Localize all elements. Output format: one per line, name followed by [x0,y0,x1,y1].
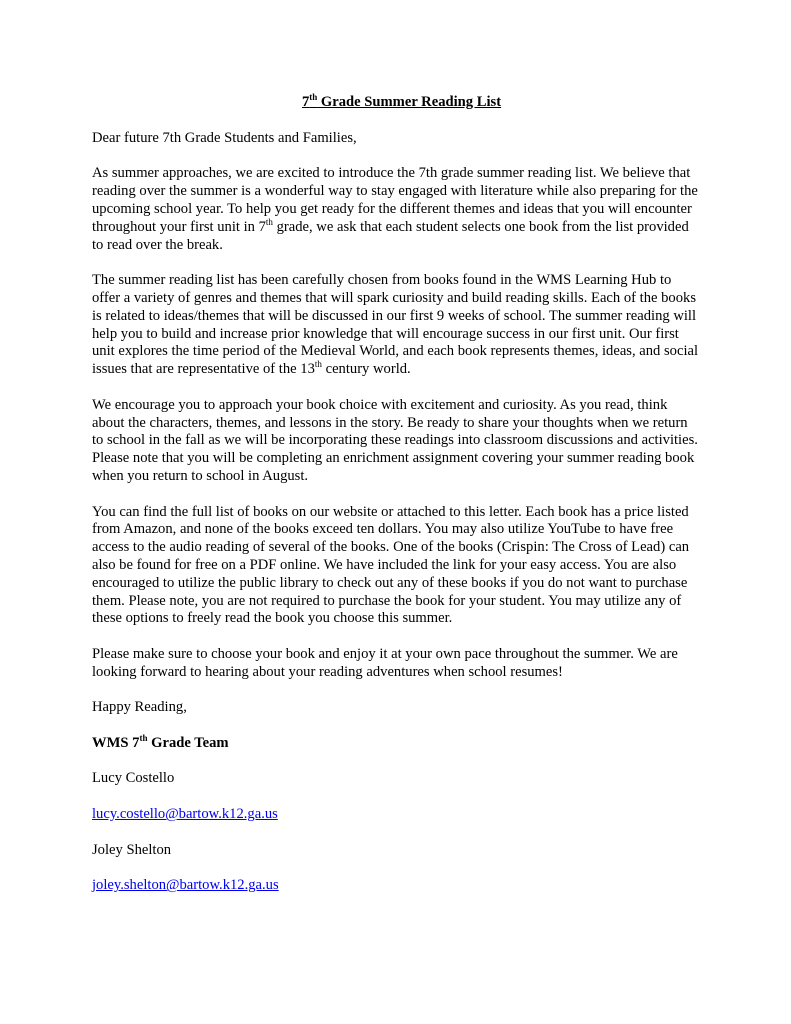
paragraph-intro-text: As summer approaches, we are excited to introduce the 7th grade summer reading list. We believe that reading over the summer is a wonderful way to stay engaged with literature while also preparing for the upcoming school year. To help you get ready for the different themes and ideas that you will encounter throughout your first unit in 7 [92,165,698,235]
email-link[interactable]: lucy.costello@bartow.k12.ga.us [92,806,278,823]
paragraph-list-purpose-text-rest: century world. [321,361,411,378]
team-text-rest: Grade Team [147,734,229,751]
title-text-rest: Grade Summer Reading List [317,94,502,110]
team-signature [92,735,699,753]
paragraph-list-purpose-text: The summer reading list has been carefully chosen from books found in the WMS Learning Hub to offer a variety of genres and themes that will spark curiosity and build reading skills. Each of the books is related to ideas/themes that will be discussed in our first 9 weeks of school. The summer reading will help you to build and increase prior knowledge that will encourage success in our first unit. Our first unit explores the time period of the Medieval World, and each book represents themes, ideas, and social issues that are representative of the 13 [92,272,699,378]
paragraph-intro-superscript: th [265,216,273,227]
paragraph-list-purpose-superscript: th [314,359,322,370]
page-title [92,94,699,112]
paragraph-closing-note: Please make sure to choose your book and enjoy it at your own pace throughout the summer. We are looking forward to hearing about your reading adventures when school resumes! [92,645,678,680]
contact-name: Joley Shelton [92,841,172,858]
team-superscript: th [139,733,148,744]
paragraph-intro-text-rest: grade, we ask that each student selects one book from the list provided to read over the break. [92,218,689,253]
paragraph-resources: You can find the full list of books on our website or attached to this letter. Each book has a price listed from Amazon, and none of the books exceed ten dollars. You may also utilize YouTube to have free access to the audio reading of several of the books. One of the books (Crispin: The Cross of Lead) can also be found for free on a PDF online. We have included the link for your easy access. You are also encouraged to utilize the public library to check out any of these books if you do not want to purchase them. Please note, you are not required to purchase the book for your student. You may utilize any of these options to freely read the book you choose this summer. [92,503,690,627]
paragraph-intro [92,165,699,254]
title-text: 7 [301,94,310,110]
title-superscript: th [309,92,318,103]
paragraph-list-purpose [92,272,699,379]
team-text: WMS 7 [92,734,140,751]
greeting: Dear future 7th Grade Students and Families, [92,129,357,146]
email-link[interactable]: joley.shelton@bartow.k12.ga.us [92,877,279,894]
contact-email [92,877,699,895]
closing-salutation: Happy Reading, [92,699,187,716]
contact-name: Lucy Costello [92,770,175,787]
contact-email [92,806,699,824]
paragraph-encouragement: We encourage you to approach your book choice with excitement and curiosity. As you read, think about the characters, themes, and lessons in the story. Be ready to share your thoughts when we return to school in the fall as we will be incorporating these readings into classroom discussions and activities. Please note that you will be completing an enrichment assignment covering your summer reading book when you return to school in August. [92,396,698,484]
